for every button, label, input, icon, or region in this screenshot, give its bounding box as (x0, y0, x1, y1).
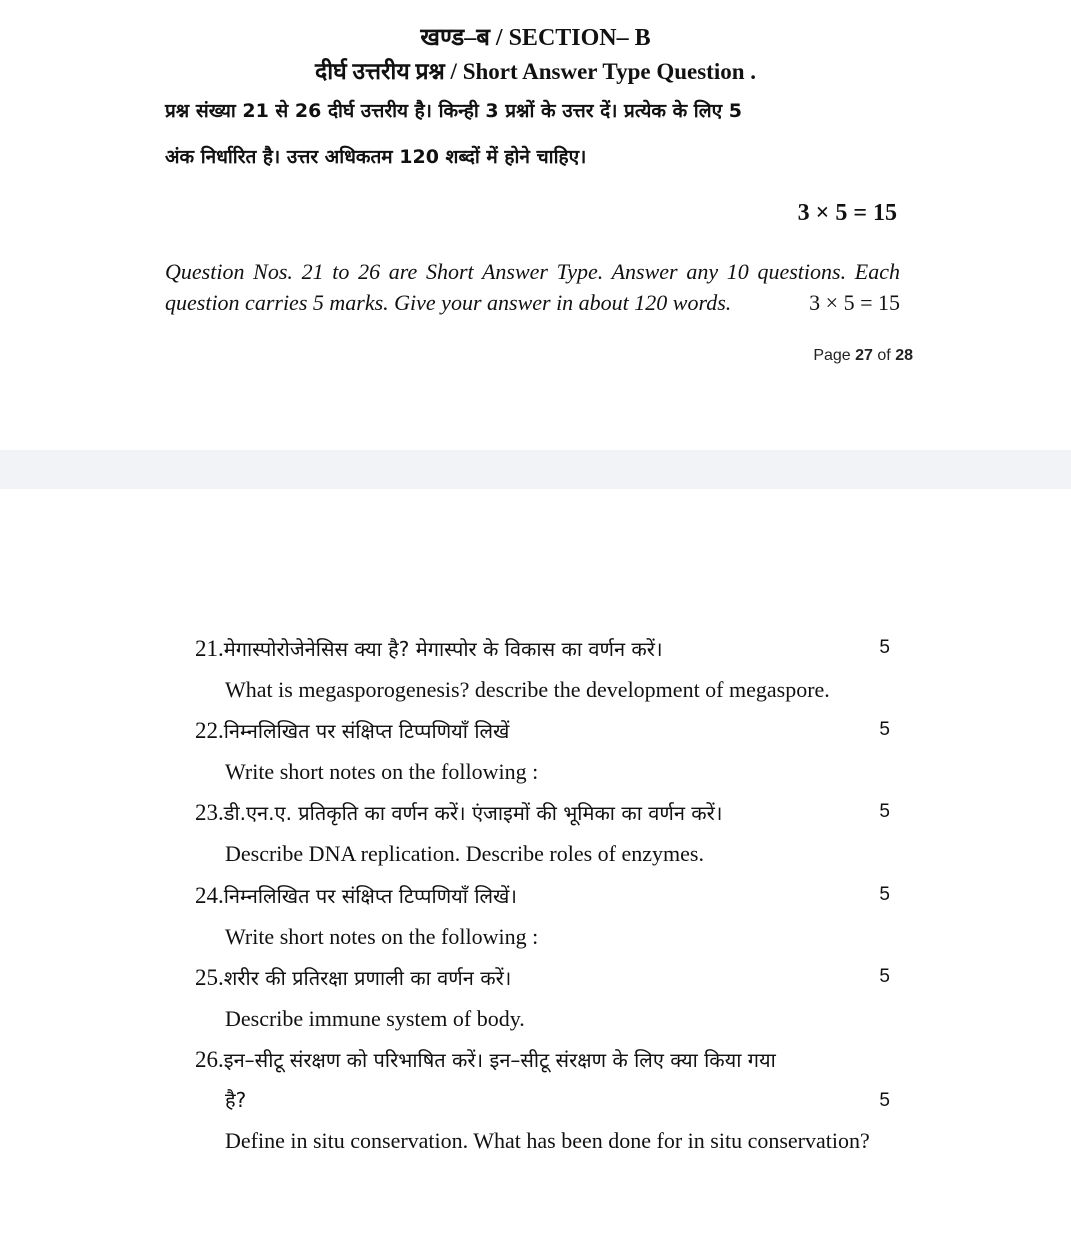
question-hindi: इन–सीटू संरक्षण को परिभाषित करें। इन–सीटू संरक्षण के लिए क्या किया गया (223, 1048, 776, 1072)
page-separator (0, 450, 1071, 489)
question-hindi: मेगास्पोरोजेनेसिस क्या है? मेगास्पोर के विकास का वर्णन करें। (223, 637, 663, 661)
hindi-instruction-line: अंक निर्धारित है। उत्तर अधिकतम 120 शब्दों में होने चाहिए। (165, 146, 587, 168)
question-english: Describe immune system of body. (225, 1006, 525, 1031)
question-english: Describe DNA replication. Describe roles of enzymes. (225, 841, 704, 866)
question-marks: 5 (879, 801, 890, 822)
page-current: 27 (855, 347, 873, 364)
question-number: 23. (195, 800, 224, 825)
hindi-instruction-line: प्रश्न संख्या 21 से 26 दीर्घ उत्तरीय है। किन्ही 3 प्रश्नों के उत्तर दें। प्रत्येक के लिए 5 (165, 100, 742, 122)
question-english: Write short notes on the following : (225, 759, 539, 784)
page-27 (0, 0, 1071, 450)
question-number: 25. (195, 965, 224, 990)
question-marks: 5 (879, 637, 890, 658)
question-marks: 5 (879, 1090, 890, 1111)
section-subtitle: दीर्घ उत्तरीय प्रश्न / Short Answer Type Question . (315, 59, 756, 84)
question-english: What is megasporogenesis? describe the development of megaspore. (225, 677, 830, 702)
english-marks: 3 × 5 = 15 (809, 290, 900, 315)
hindi-marks: 3 × 5 = 15 (797, 200, 897, 226)
question-hindi: शरीर की प्रतिरक्षा प्रणाली का वर्णन करें। (223, 966, 512, 990)
question-hindi: निम्नलिखित पर संक्षिप्त टिप्पणियाँ लिखें। (223, 884, 517, 908)
section-title: खण्ड–ब / SECTION– B (420, 25, 651, 51)
english-instructions (165, 256, 900, 318)
page-total: 28 (895, 347, 913, 364)
page-prefix: Page (813, 347, 851, 364)
page-of: of (877, 347, 891, 364)
question-hindi: निम्नलिखित पर संक्षिप्त टिप्पणियाँ लिखें (223, 719, 510, 743)
question-hindi: डी.एन.ए. प्रतिकृति का वर्णन करें। एंजाइमों की भूमिका का वर्णन करें। (223, 801, 723, 825)
question-26 (195, 1040, 915, 1162)
question-marks: 5 (879, 884, 890, 905)
question-hindi-continued: है? (225, 1088, 247, 1112)
page-indicator (813, 347, 913, 365)
question-number: 24. (195, 883, 224, 908)
question-22 (195, 711, 915, 793)
question-number: 22. (195, 718, 224, 743)
question-marks: 5 (879, 719, 890, 740)
english-instruction-text: Question Nos. 21 to 26 are Short Answer Type. Answer any 10 questions. Each question carries 5 marks. Give your answer in about 120 words. (165, 259, 900, 315)
question-23 (195, 793, 915, 875)
question-number: 21. (195, 636, 224, 661)
page-28 (0, 489, 1071, 1241)
question-marks: 5 (879, 966, 890, 987)
hindi-instructions (165, 88, 895, 180)
question-english: Write short notes on the following : (225, 924, 539, 949)
question-21 (195, 629, 915, 711)
question-english: Define in situ conservation. What has been done for in situ conservation? (225, 1128, 870, 1153)
question-25 (195, 958, 915, 1040)
question-24 (195, 876, 915, 958)
question-number: 26. (195, 1047, 224, 1072)
